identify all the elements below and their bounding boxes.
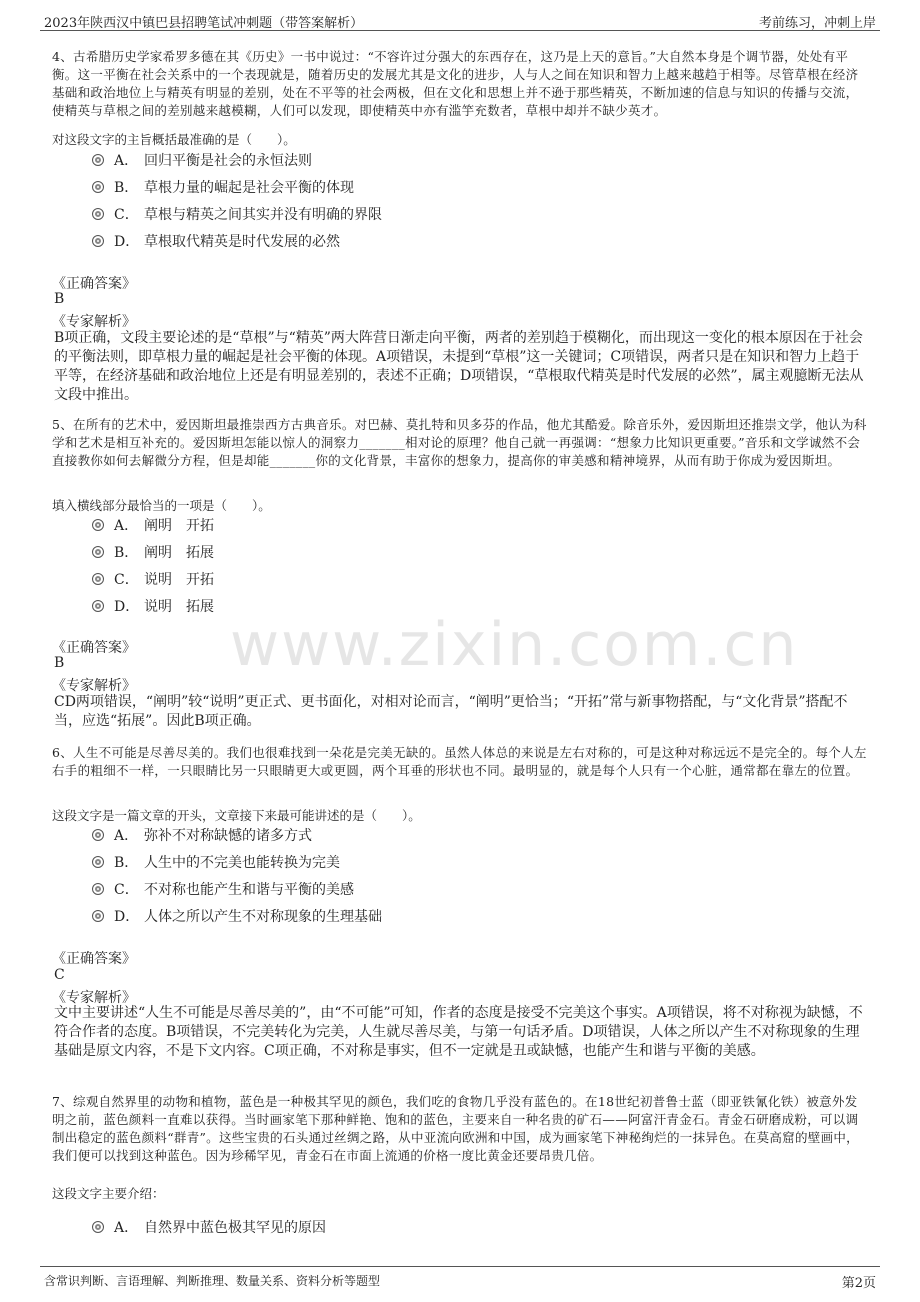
option-c[interactable]: C． 不对称也能产生和谐与平衡的美感 [92, 875, 382, 902]
radio-icon[interactable] [92, 546, 104, 558]
question-7-passage: 7、综观自然界里的动物和植物，蓝色是一种极其罕见的颜色，我们吃的食物几乎没有蓝色的。在18世纪初普鲁士蓝（即亚铁氰化铁）被意外发明之前，蓝色颜料一直难以获得。当时画家笔下那种鲜艳、饱和的蓝色，主要来自一种名贵的矿石——阿富汗青金石。青金石研磨成粉，可以调制出稳定的蓝色颜料“群青”。这些宝贵的石头通过丝绸之路，从中亚流向欧洲和中国，成为画家笔下神秘绚烂的一抹异色。在莫高窟的壁画中，我们便可以找到这种蓝色。因为珍稀罕见，青金石在市面上流通的价格一度比黄金还要昂贵几倍。 [52, 1094, 859, 1163]
footer-categories: 含常识判断、言语理解、判断推理、数量关系、资料分析等题型 [44, 1274, 381, 1288]
question-4-prompt: 对这段文字的主旨概括最准确的是（ ）。 [52, 132, 296, 147]
radio-icon[interactable] [92, 600, 104, 612]
radio-icon[interactable] [92, 519, 104, 531]
answer-value: B [54, 655, 65, 671]
option-a[interactable]: A． 自然界中蓝色极其罕见的原因 [92, 1213, 326, 1240]
page-number: 第2页 [841, 1276, 876, 1291]
radio-icon[interactable] [92, 829, 104, 841]
answer-value: B [54, 291, 65, 307]
header-slogan: 考前练习，冲刺上岸 [758, 16, 876, 31]
answer-heading: 《正确答案》 [52, 951, 136, 967]
option-d[interactable]: D． 人体之所以产生不对称现象的生理基础 [92, 902, 382, 929]
option-a[interactable]: A． 阐明 开拓 [92, 511, 214, 538]
answer-heading: 《正确答案》 [52, 640, 136, 656]
answer-heading: 《正确答案》 [52, 276, 136, 292]
radio-icon[interactable] [92, 856, 104, 868]
question-4-options [92, 146, 382, 254]
radio-icon[interactable] [92, 1221, 104, 1233]
analysis-heading: 《专家解析》 [52, 678, 136, 694]
analysis-heading: 《专家解析》 [52, 990, 136, 1006]
radio-icon[interactable] [92, 573, 104, 585]
analysis-heading: 《专家解析》 [52, 314, 136, 330]
question-5-prompt: 填入横线部分最恰当的一项是（ ）。 [52, 498, 271, 513]
document-title: 2023年陕西汉中镇巴县招聘笔试冲刺题（带答案解析） [44, 16, 364, 31]
question-5-passage: 5、在所有的艺术中，爱因斯坦最推崇西方古典音乐。对巴赫、莫扎特和贝多芬的作品，他尤其酷爱。除音乐外，爱因斯坦还推崇文学，他认为科学和艺术是相互补充的。爱因斯坦怎能以惊人的洞察力_______相对论的原理？他自己就一再强调：“想象力比知识更重要。”音乐和文学诚然不会直接教你如何去解微分方程，但是却能_______你的文化背景，丰富你的想象力，提高你的审美感和精神境界，从而有助于你成为爱因斯坦。 [52, 417, 867, 468]
radio-icon[interactable] [92, 883, 104, 895]
question-6-passage: 6、人生不可能是尽善尽美的。我们也很难找到一朵花是完美无缺的。虽然人体总的来说是左右对称的，可是这种对称远远不是完全的。每个人左右手的粗细不一样，一只眼睛比另一只眼睛更大或更圆，两个耳垂的形状也不同。最明显的，就是每个人只有一个心脏，通常都在靠左的位置。 [52, 745, 867, 778]
analysis-text: 文中主要讲述“人生不可能是尽善尽美的”，由“不可能”可知，作者的态度是接受不完美这个事实。A项错误，将不对称视为缺憾，不符合作者的态度。B项错误，不完美转化为完美，人生就尽善尽美，与第一句话矛盾。D项错误，人体之所以产生不对称现象的生理基础是原文内容，不是下文内容。C项正确，不对称是事实，但不一定就是丑或缺憾，也能产生和谐与平衡的美感。 [54, 1005, 863, 1059]
analysis-text: B项正确，文段主要论述的是“草根”与“精英”两大阵营日渐走向平衡，两者的差别趋于模糊化，而出现这一变化的根本原因在于社会的平衡法则，即草根力量的崛起是社会平衡的体现。A项错误，未提到“草根”这一关键词；C项错误，两者只是在知识和智力上趋于平等，在经济基础和政治地位上还是有明显差别的，表述不正确；D项错误，“草根取代精英是时代发展的必然”，属主观臆断无法从文段中推出。 [54, 330, 864, 403]
radio-icon[interactable] [92, 910, 104, 922]
question-5-options [92, 511, 214, 619]
option-d[interactable]: D． 草根取代精英是时代发展的必然 [92, 227, 382, 254]
radio-icon[interactable] [92, 154, 104, 166]
option-a[interactable]: A． 弥补不对称缺憾的诸多方式 [92, 821, 382, 848]
question-6-prompt: 这段文字是一篇文章的开头，文章接下来最可能讲述的是（ ）。 [52, 808, 421, 823]
question-6-options [92, 821, 382, 929]
question-7-prompt: 这段文字主要介绍： [52, 1186, 165, 1201]
analysis-text: CD两项错误，“阐明”较“说明”更正式、更书面化，对相对论而言，“阐明”更恰当；“开拓”常与新事物搭配，与“文化背景”搭配不当，应选“拓展”。因此B项正确。 [54, 694, 848, 729]
option-c[interactable]: C． 草根与精英之间其实并没有明确的界限 [92, 200, 382, 227]
question-4-passage: 4、古希腊历史学家希罗多德在其《历史》一书中说过：“不容许过分强大的东西存在，这乃是上天的意旨。”大自然本身是个调节器，处处有平衡。这一平衡在社会关系中的一个表现就是，随着历史的发展尤其是文化的进步，人与人之间在知识和智力上越来越趋于相等。尽管草根在经济基础和政治地位上与精英有明显的差别，处在不平等的社会两极，但在文化和思想上并不逊于那些精英，不断加速的信息与知识的传播与交流，使精英与草根之间的差别越来越模糊，人们可以发现，即使精英中亦有滥竽充数者，草根中却并不缺少英才。 [52, 49, 859, 118]
option-b[interactable]: B． 人生中的不完美也能转换为完美 [92, 848, 382, 875]
radio-icon[interactable] [92, 181, 104, 193]
option-c[interactable]: C． 说明 开拓 [92, 565, 214, 592]
option-d[interactable]: D． 说明 拓展 [92, 592, 214, 619]
question-7-options [92, 1213, 326, 1240]
option-b[interactable]: B． 阐明 拓展 [92, 538, 214, 565]
option-a[interactable]: A． 回归平衡是社会的永恒法则 [92, 146, 382, 173]
radio-icon[interactable] [92, 235, 104, 247]
page-footer [40, 1266, 880, 1291]
answer-value: C [54, 967, 65, 983]
option-b[interactable]: B． 草根力量的崛起是社会平衡的体现 [92, 173, 382, 200]
radio-icon[interactable] [92, 208, 104, 220]
watermark: www.zixin.com.cn [230, 610, 799, 680]
page-header [40, 8, 880, 31]
